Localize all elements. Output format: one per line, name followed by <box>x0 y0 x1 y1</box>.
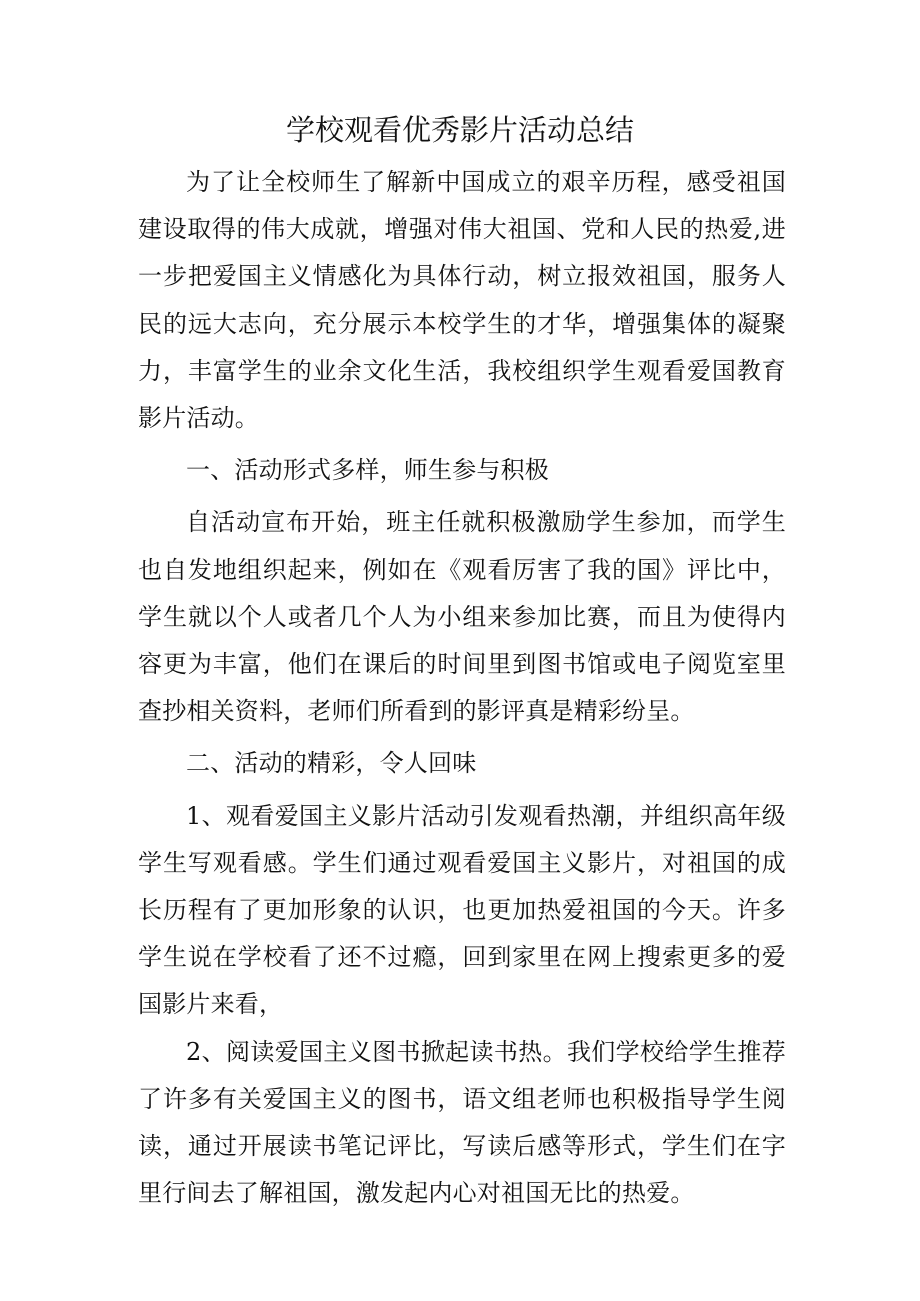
section-2-heading: 二、活动的精彩，令人回味 <box>186 749 477 778</box>
intro-paragraph: 为了让全校师生了解新中国成立的艰辛历程，感受祖国建设取得的伟大成就，增强对伟大祖国、党和人民的热爱,进一步把爱国主义情感化为具体行动，树立报效祖国，服务人民的远大志向，充分展示本校学生的才华，增强集体的凝聚力，丰富学生的业余文化生活，我校组织学生观看爱国教育影片活动。 <box>138 168 786 433</box>
section-2-item-1: 1、观看爱国主义影片活动引发观看热潮，并组织高年级学生写观看感。学生们通过观看爱国主义影片，对祖国的成长历程有了更加形象的认识，也更加热爱祖国的今天。许多学生说在学校看了还不过瘾，回到家里在网上搜索更多的爱国影片来看， <box>138 801 786 1019</box>
section-1-heading: 一、活动形式多样，师生参与积极 <box>186 456 549 485</box>
section-2-item-2: 2、阅读爱国主义图书掀起读书热。我们学校给学生推荐了许多有关爱国主义的图书，语文组老师也积极指导学生阅读，通过开展读书笔记评比，写读后感等形式，学生们在字里行间去了解祖国，激发起内心对祖国无比的热爱。 <box>138 1037 786 1208</box>
section-1-paragraph: 自活动宣布开始，班主任就积极激励学生参加，而学生也自发地组织起来，例如在《观看厉害了我的国》评比中，学生就以个人或者几个人为小组来参加比赛，而且为使得内容更为丰富，他们在课后的时间里到图书馆或电子阅览室里查抄相关资料，老师们所看到的影评真是精彩纷呈。 <box>138 508 786 726</box>
document-title: 学校观看优秀影片活动总结 <box>285 113 634 147</box>
document-body <box>138 159 786 1217</box>
